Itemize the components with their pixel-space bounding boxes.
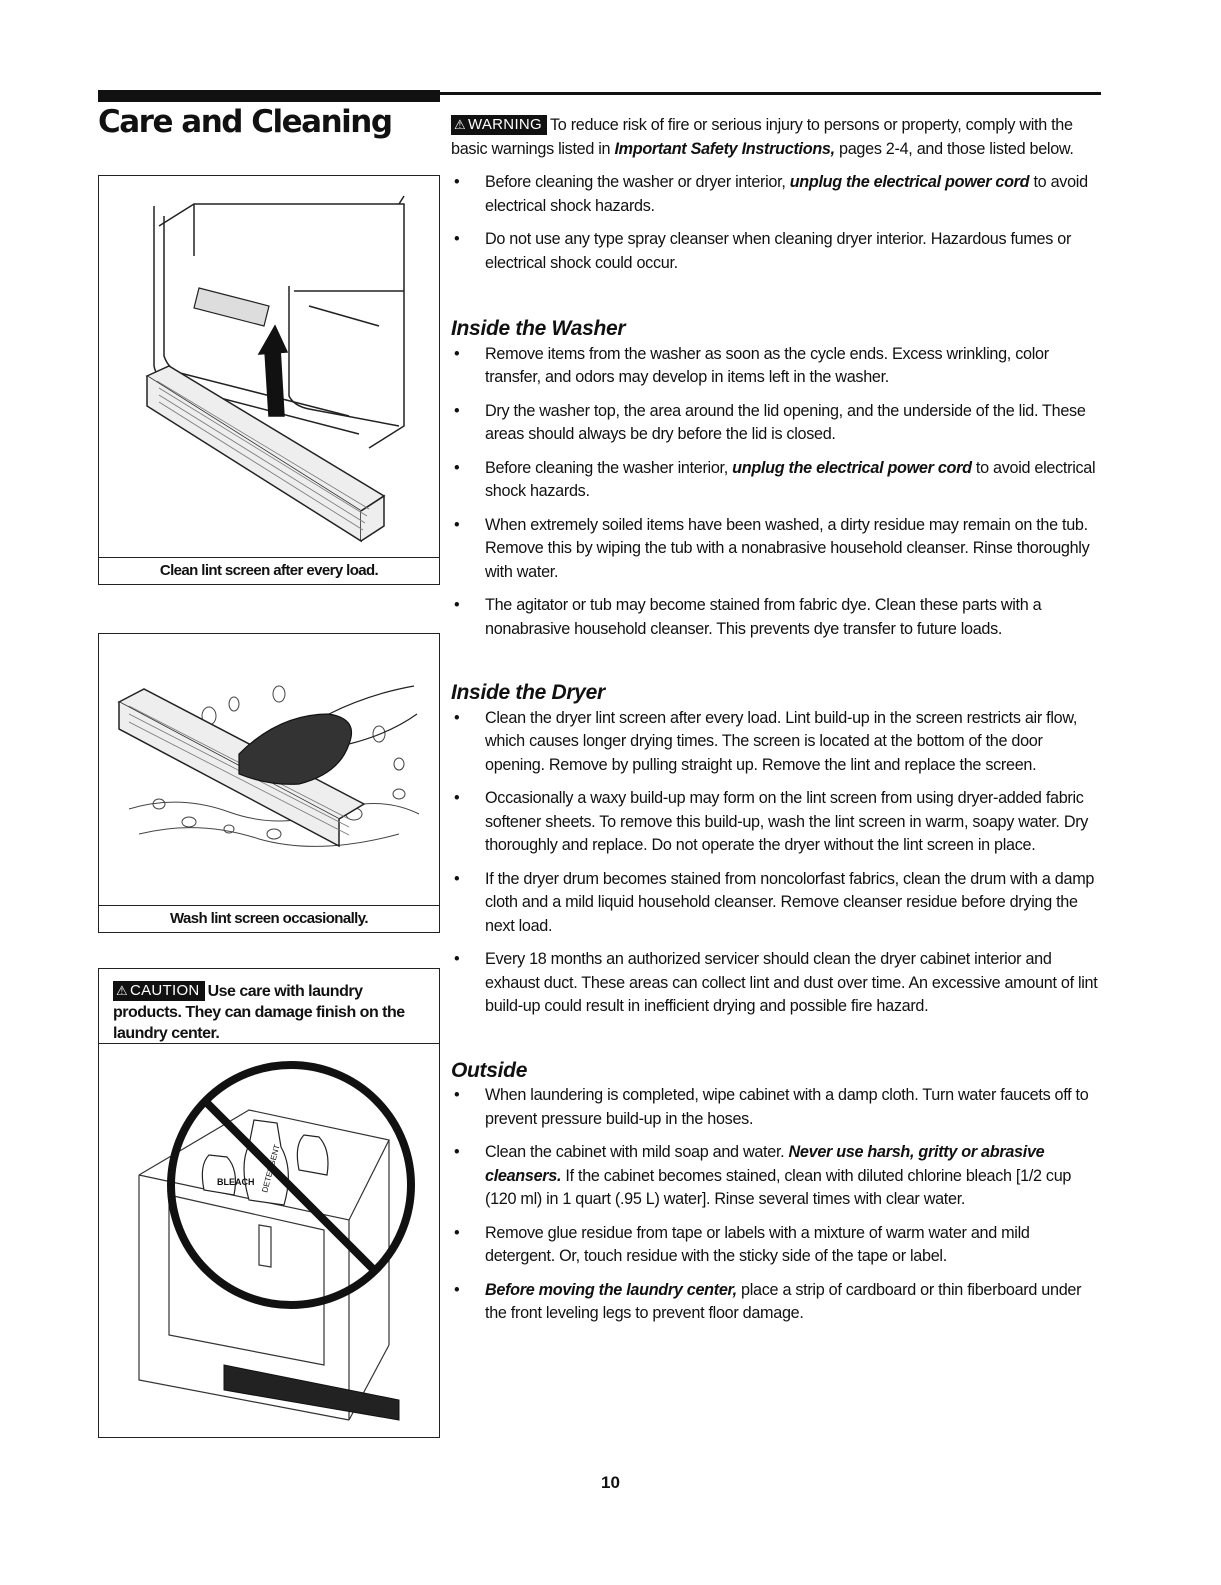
list-item: • Do not use any type spray cleanser when cleaning dryer interior. Hazardous fumes or electrical shock could occur. [454,230,1072,272]
caution-text [113,981,413,1044]
alert-triangle-icon: ⚠ [116,983,128,998]
section-heading-dryer: Inside the Dryer [451,681,605,704]
warning-signal: ⚠ WARNING [451,115,547,135]
instructions-column [451,114,1101,1326]
detergent-label: DETERGENT [260,1143,282,1194]
section-heading-washer: Inside the Washer [451,317,626,340]
list-item: • When laundering is completed, wipe cabinet with a damp cloth. Turn water faucets off to prevent pressure build-up in the hoses. [454,1086,1089,1128]
dryer-bullet-list [451,707,1101,1019]
outside-bullet-list [451,1084,1101,1326]
no-chemicals-illustration [99,1045,437,1437]
warning-paragraph: ⚠ WARNING To reduce risk of fire or serious injury to persons or property, comply with the basic warnings listed in Important Safety Instructions, pages 2-4, and those listed below. [451,116,1074,158]
lint-screen-figure [98,175,440,585]
caution-message: Use care with laundry products. They can damage finish on the laundry center. [113,983,405,1042]
alert-triangle-icon: ⚠ [454,117,466,132]
header-rule-thin [440,92,1101,95]
page-title: Care and Cleaning [98,104,392,140]
caution-figure [98,968,440,1438]
list-item: • Before cleaning the washer interior, unplug the electrical power cord to avoid electrical shock hazards. [454,458,1096,500]
list-item: • Clean the cabinet with mild soap and water. Never use harsh, gritty or abrasive cleansers. If the cabinet becomes stained, clean with diluted chlorine bleach [1/2 cup (120 ml) in 1 quart (.95 L) water]. Rinse several times with clear water. [454,1143,1072,1208]
list-item: • When extremely soiled items have been washed, a dirty residue may remain on the tub. Remove this by wiping the tub with a nonabrasive household cleanser. Rinse thoroughly with water. [454,515,1090,581]
caution-divider [99,1043,439,1044]
list-item: • Remove items from the washer as soon as the cycle ends. Excess wrinkling, color transfer, and odors may develop in items left in the washer. [454,344,1049,386]
page-number: 10 [601,1473,620,1492]
list-item: • Dry the washer top, the area around the lid opening, and the underside of the lid. These areas should always be dry before the lid is closed. [454,401,1086,443]
washer-bullet-list [451,343,1101,642]
list-item: • If the dryer drum becomes stained from noncolorfast fabrics, clean the drum with a damp cloth and a mild liquid household cleanser. Remove cleanser residue before drying the next load. [454,869,1095,935]
list-item: • The agitator or tub may become stained from fabric dye. Clean these parts with a nonabrasive household cleanser. This prevents dye transfer to future loads. [454,596,1042,638]
list-item: • Occasionally a waxy build-up may form on the lint screen from using dryer-added fabric softener sheets. To remove this build-up, wash the lint screen in warm, soapy water. Dry thoroughly and replace. Do not operate the dryer without the lint screen in place. [454,789,1089,854]
bleach-label: BLEACH [217,1177,255,1187]
wash-screen-illustration [99,634,437,892]
safety-instructions-ref: Important Safety Instructions, [614,139,835,158]
wash-screen-caption: Wash lint screen occasionally. [99,905,439,932]
lint-screen-caption: Clean lint screen after every load. [99,557,439,584]
wash-screen-figure [98,633,440,933]
lint-screen-illustration [99,176,437,554]
list-item: • Remove glue residue from tape or labels with a mixture of warm water and mild detergent. Or, touch residue with the sticky side of the tape or label. [454,1223,1030,1265]
list-item: • Before moving the laundry center, place a strip of cardboard or thin fiberboard under the front leveling legs to prevent floor damage. [454,1280,1082,1322]
intro-bullet-list [451,171,1101,275]
section-heading-outside: Outside [451,1058,528,1082]
header-rule-thick [98,90,440,102]
list-item: • Before cleaning the washer or dryer interior, unplug the electrical power cord to avoid electrical shock hazards. [454,173,1088,215]
caution-signal: ⚠ CAUTION [113,981,205,1001]
list-item: • Every 18 months an authorized servicer should clean the dryer cabinet interior and exhaust duct. These areas can collect lint and dust over time. An excessive amount of lint build-up could result in inefficient drying and possible fire hazard. [454,950,1098,1015]
list-item: • Clean the dryer lint screen after every load. Lint build-up in the screen restricts air flow, which causes longer drying times. The screen is located at the bottom of the door opening. Remove by pulling straight up. Remove the lint and replace the screen. [454,708,1078,774]
